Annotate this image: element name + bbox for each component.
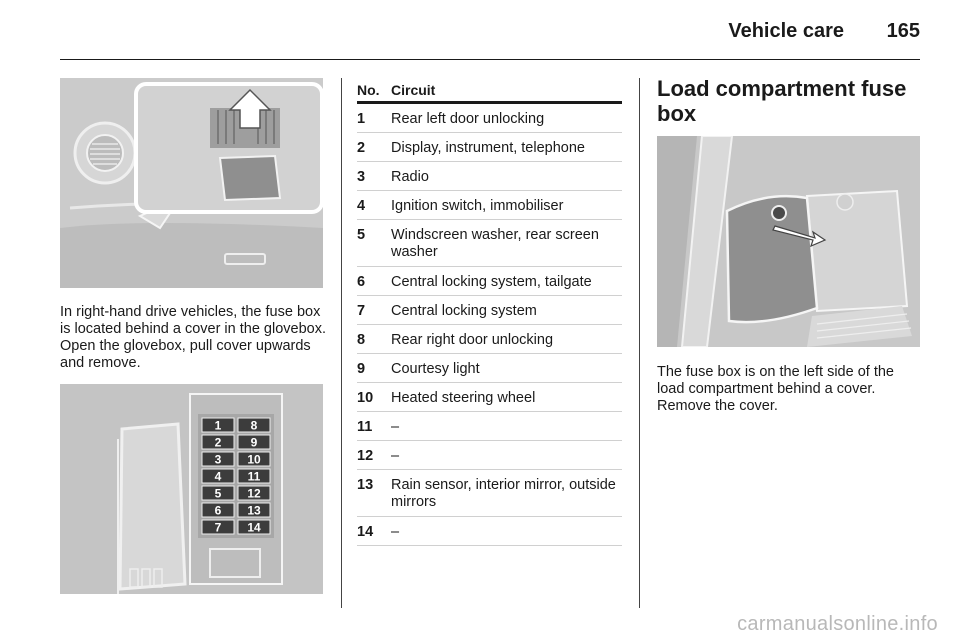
fuse-slot [202,486,234,501]
fuse-circuit: Radio [391,169,429,185]
fuse-slot-label: 11 [247,469,261,484]
fuse-circuit: Windscreen washer, rear screen washer [391,227,599,260]
fuse-slot [238,452,270,467]
fuse-slot [238,469,270,484]
glovebox-instruction-text: In right-hand drive vehicles, the fuse box is located behind a cover in the glovebox. Open the glovebox, pull cover upwards and remove. [60,304,327,371]
fuse-number: 9 [357,361,366,377]
fuse-number: 6 [357,274,366,290]
fuse-circuit: Central locking system, tailgate [391,274,592,290]
page-header [60,18,920,60]
fuse-circuit: Central locking system [391,303,537,319]
fuse-circuit: – [391,419,400,435]
table-row [357,191,622,220]
fuse-circuit: Courtesy light [391,361,480,377]
fuse-slot [202,503,234,518]
fuse-slot-label: 9 [250,435,258,450]
fuse-number: 2 [357,140,366,156]
fuse-slot-label: 13 [247,503,261,518]
column-divider-right [639,78,640,608]
fuse-slot-label: 8 [250,418,258,433]
fuse-number: 1 [357,111,366,127]
fuse-number: 13 [357,477,374,493]
column-header-circuit: Circuit [391,82,436,98]
fuse-number: 5 [357,227,366,243]
table-row [357,325,622,354]
fuse-slot-label: 4 [214,469,222,484]
fuse-slot [202,452,234,467]
load-compartment-illustration [657,136,920,347]
fuse-number: 8 [357,332,366,348]
table-row [357,517,622,546]
fuse-number: 7 [357,303,366,319]
fuse-slot [202,435,234,450]
table-row [357,383,622,412]
fuse-slot-label: 2 [214,435,222,450]
table-row [357,220,622,267]
fuse-circuit: Rear right door unlocking [391,332,554,348]
fuse-slot-label: 5 [214,486,222,501]
column-divider-left [341,78,342,608]
fuse-slot-label: 1 [214,418,222,433]
watermark: carmanualsonline.info [737,613,938,635]
fuse-box-illustration [60,384,323,594]
fuse-number: 11 [357,419,373,435]
table-row [357,470,622,517]
fuse-slot-label: 14 [247,520,261,535]
glovebox-illustration [60,78,323,288]
fuse-slot-label: 7 [214,520,222,535]
table-row [357,162,622,191]
fuse-number: 12 [357,448,374,464]
fuse-slot [238,486,270,501]
table-row [357,267,622,296]
fuse-slot-label: 3 [214,452,222,467]
section-title: Vehicle care [728,20,844,42]
fuse-circuit: Heated steering wheel [391,390,536,406]
fuse-circuit: Rear left door unlocking [391,111,545,127]
table-row [357,354,622,383]
fuse-number: 14 [357,524,374,540]
fuse-slot [202,418,234,433]
fuse-slot [238,435,270,450]
table-row [357,133,622,162]
table-row [357,104,622,133]
page-number: 165 [886,20,920,42]
fuse-slot [238,503,270,518]
fuse-number: 4 [357,198,366,214]
fuse-slot-label: 12 [247,486,261,501]
fuse-slot [202,469,234,484]
fuse-slot [202,520,234,535]
load-compartment-title: Load compartment fuse box [657,76,907,126]
table-row [357,412,622,441]
load-compartment-text: The fuse box is on the left side of the load compartment behind a cover. Remove the cover. [657,364,894,414]
fuse-circuit: – [391,448,400,464]
table-row [357,296,622,325]
fuse-table-header [357,80,622,104]
fuse-table [357,80,622,546]
table-row [357,441,622,470]
fuse-circuit: Ignition switch, immobiliser [391,198,564,214]
column-header-no: No. [357,82,380,98]
fuse-number: 10 [357,390,374,406]
fuse-slot [238,520,270,535]
fuse-circuit: Display, instrument, telephone [391,140,585,156]
fuse-slot-label: 6 [214,503,222,518]
fuse-slot-label: 10 [247,452,261,467]
fuse-circuit: – [391,524,400,540]
fuse-number: 3 [357,169,366,185]
fuse-slot [238,418,270,433]
fuse-circuit: Rain sensor, interior mirror, outside mirrors [391,477,616,510]
